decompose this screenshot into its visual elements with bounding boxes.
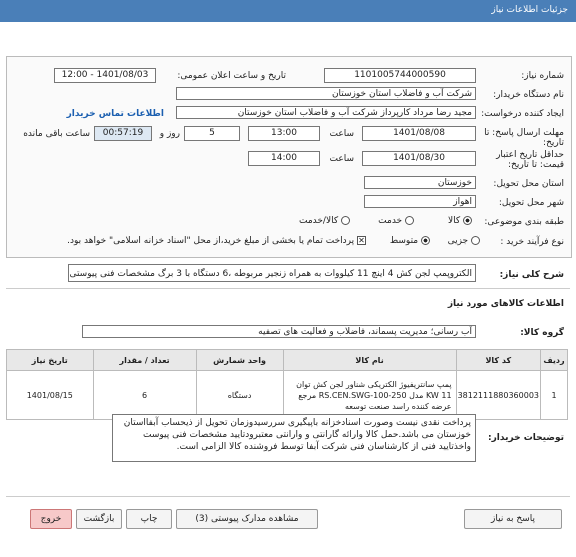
contact-info-link[interactable]: اطلاعات تماس خریدار [66, 109, 164, 119]
table-header-row [7, 350, 568, 371]
radio-selected-icon [463, 216, 472, 225]
need-number-field: 1101005744000590 [324, 68, 476, 83]
back-button[interactable]: بازگشت [76, 509, 122, 529]
column-header: کد کالا [456, 350, 540, 371]
validity-date-field: 1401/08/30 [362, 151, 476, 166]
table-row[interactable] [7, 371, 568, 420]
goods-table [6, 349, 568, 420]
city-field: اهواز [364, 195, 476, 208]
column-header: تعداد / مقدار [93, 350, 196, 371]
cell-need-date: 1401/08/15 [7, 371, 94, 420]
category-option-goods[interactable]: کالا [448, 216, 472, 226]
attachments-button[interactable]: مشاهده مدارک پیوستی (3) [176, 509, 318, 529]
divider [6, 288, 570, 289]
creator-label: ایجاد کننده درخواست: [481, 109, 564, 119]
city-label: شهر محل تحویل: [498, 198, 564, 208]
radio-icon [471, 236, 480, 245]
creator-field: مجید رضا مرداد کارپرداز شرکت آب و فاضلاب استان خوزستان [176, 106, 476, 119]
announce-field: 1401/08/03 - 12:00 [54, 68, 156, 83]
page-title: جزئیات اطلاعات نیاز [491, 5, 568, 15]
divider [6, 496, 570, 497]
buyer-notes-label: توضیحات خریدار: [488, 433, 564, 443]
category-option-goods-service[interactable]: کالا/خدمت [299, 216, 350, 226]
category-option-service[interactable]: خدمت [378, 216, 414, 226]
cell-row-number: 1 [541, 371, 568, 420]
cell-item-name: پمپ سانتریفیوژ الکتریکی شناور لجن کش توان KW 11 مدل RS.CEN.SWG-100-250 مرجع عرضه کننده راسد صنعت توسعه [283, 371, 456, 420]
buyer-label: نام دستگاه خریدار: [493, 90, 564, 100]
need-number-label: شماره نیاز: [521, 71, 564, 81]
process-label: نوع فرآیند خرید : [500, 237, 564, 247]
province-field: خوزستان [364, 176, 476, 189]
validity-time-label: ساعت [329, 154, 354, 164]
buyer-notes-field: پرداخت نقدی نیست وصورت اسنادخزانه باپیگیری سررسیدوزمان تحویل از ذیحساب آبفااستان خوزستان می باشد.حمل کالا وارائه گارانتی و وارانتی معتبرودتایید مشخصات فنی پیوست واخذتایید فنی از کارشناسان فنی شرکت آبفا توسط فروشنده کالا الزامی است. [112, 414, 476, 462]
announce-label: تاریخ و ساعت اعلان عمومی: [177, 71, 286, 81]
goods-section-title: اطلاعات کالاهای مورد نیاز [447, 299, 564, 309]
radio-icon [405, 216, 414, 225]
deadline-time-label: ساعت [329, 129, 354, 139]
print-button[interactable]: چاپ [126, 509, 172, 529]
exit-button[interactable]: خروج [30, 509, 72, 529]
radio-selected-icon [421, 236, 430, 245]
deadline-date-field: 1401/08/08 [362, 126, 476, 141]
column-header: واحد شمارش [196, 350, 283, 371]
buyer-field: شرکت آب و فاضلاب استان خوزستان [176, 87, 476, 100]
goods-group-label: گروه کالا: [520, 328, 564, 338]
column-header: ردیف [541, 350, 568, 371]
summary-field: الکتروپمپ لجن کش 4 اینچ 11 کیلووات به همراه زنجیر مربوطه ،6 دستگاه با 3 برگ مشخصات فنی پیوستی [68, 264, 476, 282]
cell-unit: دستگاه [196, 371, 283, 420]
time-remaining-field: 00:57:19 [94, 126, 152, 141]
goods-group-field: آب رسانی؛ مدیریت پسماند، فاضلاب و فعالیت های تصفیه [82, 325, 476, 338]
days-label: روز و [159, 129, 180, 139]
days-remaining-field: 5 [184, 126, 240, 141]
validity-time-field: 14:00 [248, 151, 320, 166]
deadline-label: مهلت ارسال پاسخ: تا تاریخ: [484, 128, 564, 148]
category-label: طبقه بندی موضوعی: [484, 217, 564, 227]
column-header: تاریخ نیاز [7, 350, 94, 371]
validity-label: حداقل تاریخ اعتبار قیمت: تا تاریخ: [496, 150, 564, 170]
treasury-payment-checkbox[interactable]: ✕ پرداخت تمام یا بخشی از مبلغ خرید،از محل "اسناد خزانه اسلامی" خواهد بود. [67, 236, 365, 246]
cell-item-code: 3812111880360003 [456, 371, 540, 420]
process-option-minor[interactable]: جزیی [448, 236, 480, 246]
cell-quantity: 6 [93, 371, 196, 420]
summary-label: شرح کلی نیاز: [499, 270, 564, 280]
page-header [0, 0, 576, 22]
column-header: نام کالا [283, 350, 456, 371]
province-label: استان محل تحویل: [493, 179, 564, 189]
reply-button[interactable]: پاسخ به نیاز [464, 509, 562, 529]
checkbox-checked-icon: ✕ [358, 236, 365, 245]
deadline-time-field: 13:00 [248, 126, 320, 141]
radio-icon [341, 216, 350, 225]
process-option-medium[interactable]: متوسط [390, 236, 430, 246]
time-remaining-label: ساعت باقی مانده [23, 129, 90, 139]
